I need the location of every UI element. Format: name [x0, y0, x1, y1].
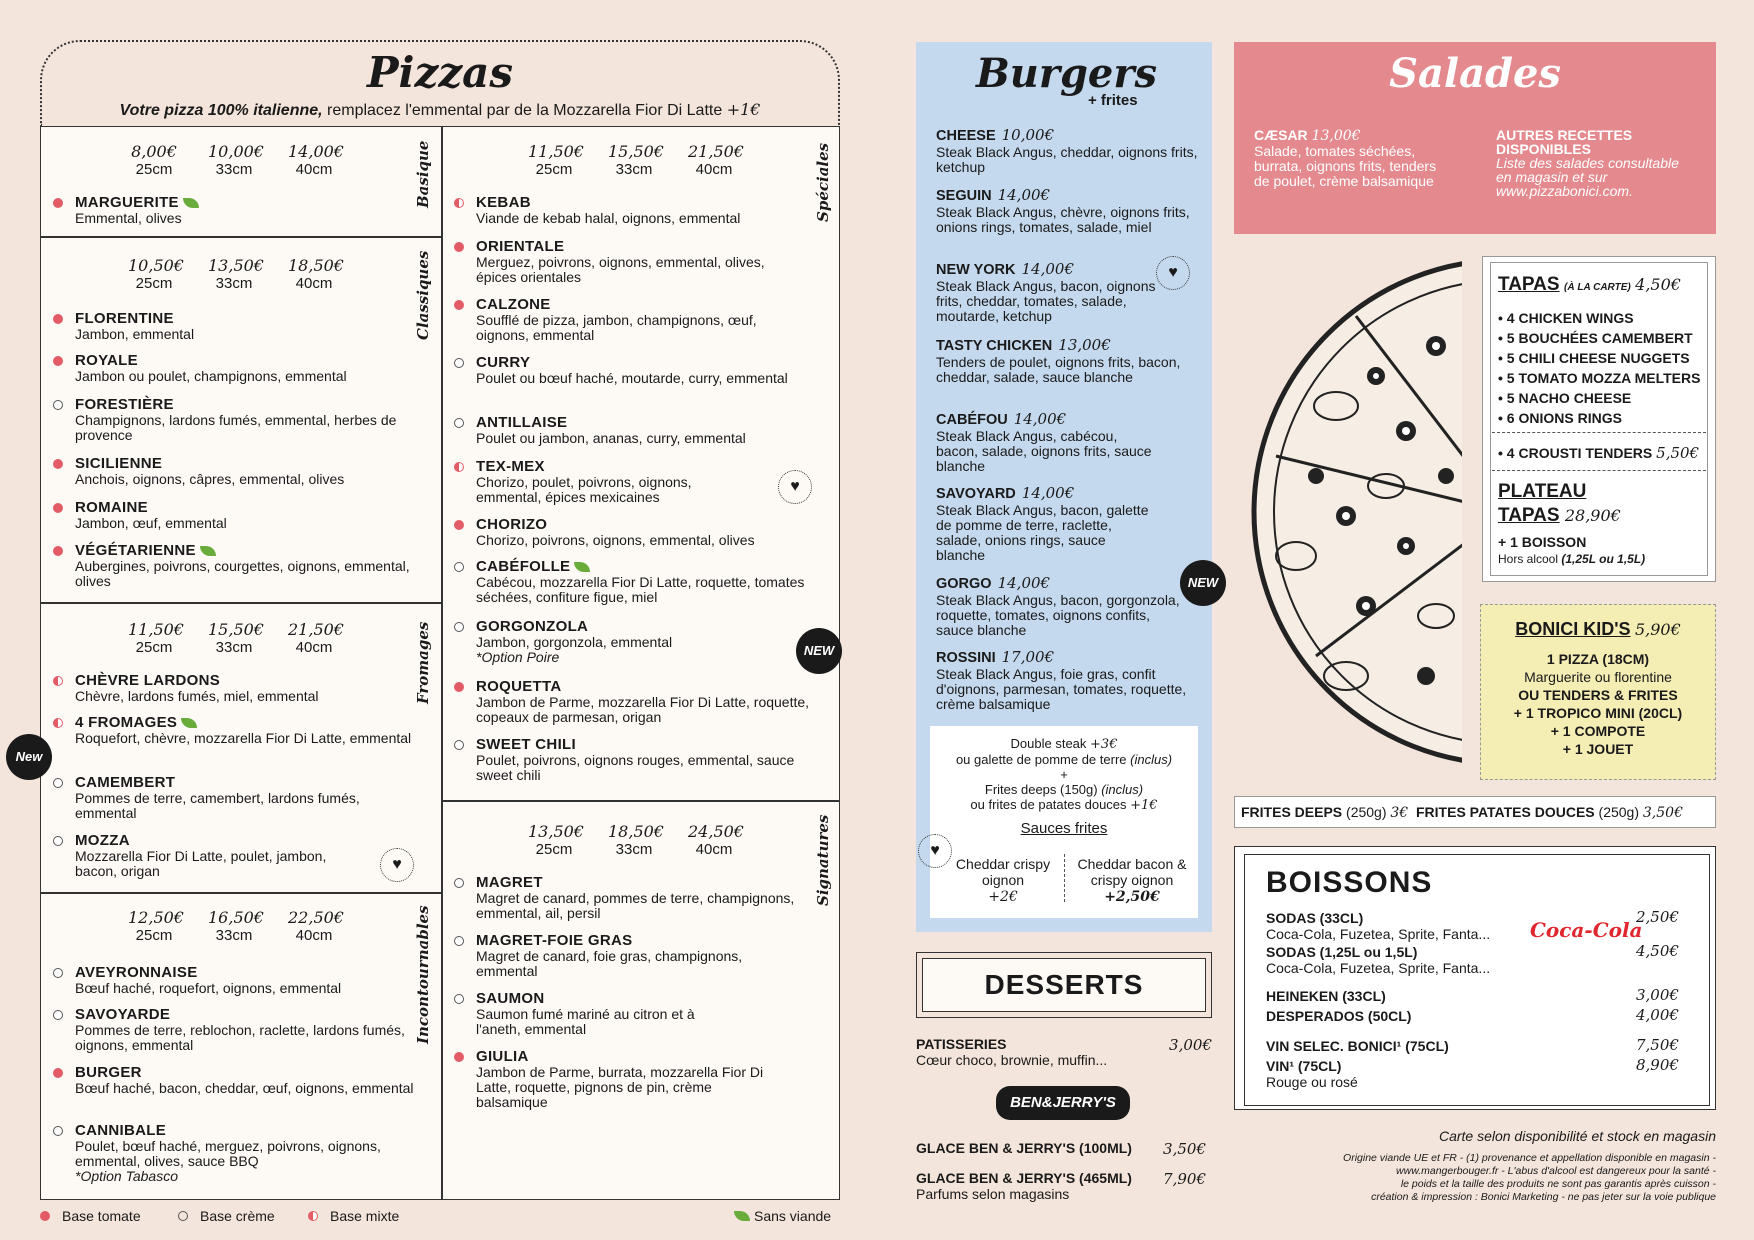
- dessert-item: GLACE BEN & JERRY'S (465ML) 7,90€ Parfums selon magasins: [916, 1170, 1206, 1202]
- pizza-item: SICILIENNE Anchois, oignons, câpres, emmental, olives: [75, 455, 415, 487]
- burger-item: CHEESE 10,00€ Steak Black Angus, cheddar, oignons frits, ketchup: [936, 126, 1198, 175]
- divider: [1492, 470, 1706, 471]
- section-divider: [441, 800, 840, 802]
- pizza-item: ROMAINE Jambon, œuf, emmental: [75, 499, 415, 531]
- burgers-subtitle: + frites: [1088, 92, 1138, 109]
- pizza-item: CANNIBALE Poulet, bœuf haché, merguez, poivrons, oignons, emmental, olives, sauce BBQ *Option Tabasco: [75, 1122, 415, 1184]
- tapas-boisson: + 1 BOISSON: [1498, 534, 1587, 550]
- sauce-option: Cheddar crispy oignon +2€: [955, 856, 1051, 905]
- tapas-item: • 4 CROUSTI TENDERS 5,50€: [1498, 444, 1700, 462]
- pizza-item: ANTILLAISE Poulet ou jambon, ananas, curry, emmental: [476, 414, 816, 446]
- price-row-incontournables: 12,50€ 25cm 16,50€ 33cm 22,50€ 40cm: [128, 908, 344, 944]
- tapas-item: • 5 CHILI CHEESE NUGGETS: [1498, 350, 1690, 366]
- dessert-item: GLACE BEN & JERRY'S (100ML) 3,50€: [916, 1140, 1206, 1158]
- leaf-icon: [181, 718, 197, 728]
- boisson-item: HEINEKEN (33CL): [1266, 988, 1386, 1004]
- salades-title: Salades: [1389, 50, 1561, 97]
- boisson-price: 7,50€: [1636, 1036, 1679, 1054]
- plateau-tapas: PLATEAU TAPAS 28,90€: [1498, 481, 1621, 526]
- leaf-icon: [183, 198, 199, 208]
- coca-cola-logo: Coca-Cola: [1530, 918, 1643, 942]
- pizza-item: ORIENTALE Merguez, poivrons, oignons, emmental, olives, épices orientales: [476, 238, 806, 285]
- boissons-title: BOISSONS: [1266, 866, 1433, 899]
- boisson-price: 4,00€: [1636, 1006, 1679, 1024]
- tapas-item: • 5 NACHO CHEESE: [1498, 390, 1632, 406]
- boisson-item: SODAS (1,25L ou 1,5L) Coca-Cola, Fuzetea, Sprite, Fanta...: [1266, 944, 1491, 976]
- price-row-basique: 8,00€ 25cm 10,00€ 33cm 14,00€ 40cm: [131, 142, 344, 178]
- pizza-header: [40, 40, 840, 126]
- pizza-item: MARGUERITE Emmental, olives: [75, 194, 415, 226]
- boisson-item: SODAS (33CL) Coca-Cola, Fuzetea, Sprite, Fanta...: [1266, 910, 1491, 942]
- burger-item: SEGUIN 14,00€ Steak Black Angus, chèvre, oignons frits, onions rings, tomates, salade, miel: [936, 186, 1190, 235]
- tapas-item: • 5 BOUCHÉES CAMEMBERT: [1498, 330, 1693, 346]
- burger-item: SAVOYARD 14,00€ Steak Black Angus, bacon, galette de pomme de terre, raclette, salade, onions rings, sauce blanche: [936, 484, 1149, 563]
- benjerrys-logo: BEN&JERRY'S: [996, 1086, 1130, 1120]
- salade-cesar: CÆSAR 13,00€ Salade, tomates séchées, burrata, oignons frits, tenders de poulet, crème balsamique: [1254, 127, 1437, 189]
- pizza-title: Pizzas: [366, 48, 514, 97]
- legend-creme: Base crème: [200, 1208, 275, 1224]
- price-row-fromages: 11,50€ 25cm 15,50€ 33cm 21,50€ 40cm: [128, 620, 344, 656]
- price-row-speciales: 11,50€ 25cm 15,50€ 33cm 21,50€ 40cm: [528, 142, 744, 178]
- tapas-item: • 5 TOMATO MOZZA MELTERS: [1498, 370, 1701, 386]
- burger-item: GORGO 14,00€ Steak Black Angus, bacon, gorgonzola, roquette, tomates, oignons confits, sauce blanche: [936, 574, 1180, 638]
- tapas-item: • 6 ONIONS RINGS: [1498, 410, 1622, 426]
- boisson-item: VIN SELEC. BONICI¹ (75CL): [1266, 1038, 1449, 1054]
- pizza-item: AVEYRONNAISE Bœuf haché, roquefort, oignons, emmental: [75, 964, 415, 996]
- pizza-subtitle-price: +1€: [726, 100, 761, 119]
- pizza-item: CALZONE Soufflé de pizza, jambon, champignons, œuf, oignons, emmental: [476, 296, 806, 343]
- section-divider: [40, 892, 441, 894]
- carte-note: Carte selon disponibilité et stock en magasin: [1438, 1128, 1716, 1144]
- price-row-signatures: 13,50€ 25cm 18,50€ 33cm 24,50€ 40cm: [528, 822, 744, 858]
- boisson-price: 3,00€: [1636, 986, 1679, 1004]
- section-label-signatures: Signatures: [814, 814, 832, 906]
- heart-icon: ♥: [918, 834, 952, 868]
- divider: [1064, 854, 1065, 902]
- leaf-icon: [200, 546, 216, 556]
- pizza-item: BURGER Bœuf haché, bacon, cheddar, œuf, oignons, emmental: [75, 1064, 415, 1096]
- salade-autres: AUTRES RECETTES DISPONIBLES Liste des salades consultable en magasin et sur www.pizzabonici.com.: [1496, 127, 1679, 199]
- new-badge: New: [6, 734, 52, 780]
- pizza-item: CURRY Poulet ou bœuf haché, moutarde, curry, emmental: [476, 354, 806, 386]
- burger-item: CABÉFOU 14,00€ Steak Black Angus, cabécou, bacon, salade, oignons frits, sauce blanche: [936, 410, 1152, 474]
- pizza-subtitle-bold: Votre pizza 100% italienne,: [119, 102, 323, 119]
- section-label-speciales: Spéciales: [814, 142, 832, 222]
- pizza-illustration: [1236, 256, 1462, 768]
- salades-panel: [1234, 42, 1716, 234]
- pizza-item: 4 FROMAGES Roquefort, chèvre, mozzarella Fior Di Latte, emmental: [75, 714, 415, 746]
- footer-legal: Origine viande UE et FR - (1) provenance et appellation disponible en magasin - www.mangerbouger.fr - L'abus d'alcool est dangereux pour la santé - le poids et la taille des produits ne sont pas garantis après cuisson - création & impression : Bonici Marketing - ne pas jeter sur la voie publique: [1343, 1152, 1716, 1203]
- tapas-item: • 4 CHICKEN WINGS: [1498, 310, 1634, 326]
- pizza-item: ROQUETTA Jambon de Parme, mozzarella Fior Di Latte, roquette, copeaux de parmesan, origan: [476, 678, 816, 725]
- pizza-item: KEBAB Viande de kebab halal, oignons, emmental: [476, 194, 806, 226]
- leaf-icon: [574, 562, 590, 572]
- legend-sans-viande: Sans viande: [754, 1208, 832, 1224]
- pizza-item: ROYALE Jambon ou poulet, champignons, emmental: [75, 352, 415, 384]
- section-label-fromages: Fromages: [414, 621, 432, 704]
- pizza-item: FORESTIÈRE Champignons, lardons fumés, emmental, herbes de provence: [75, 396, 415, 443]
- heart-icon: ♥: [778, 470, 812, 504]
- pizza-legend: [40, 1208, 840, 1230]
- mixte-dot-icon: [308, 1211, 318, 1221]
- section-divider: [40, 236, 441, 238]
- boisson-price: 4,50€: [1636, 942, 1679, 960]
- pizza-item: SAUMON Saumon fumé mariné au citron et à l'aneth, emmental: [476, 990, 736, 1037]
- pizza-item: GIULIA Jambon de Parme, burrata, mozzarella Fior Di Latte, roquette, pignons de pin, crème balsamique: [476, 1048, 776, 1110]
- heart-icon: ♥: [380, 848, 414, 882]
- section-label-incontournables: Incontournables: [414, 905, 432, 1044]
- pizza-item: GORGONZOLA Jambon, gorgonzola, emmental *Option Poire: [476, 618, 736, 665]
- frites-bar: FRITES DEEPS (250g) 3€ FRITES PATATES DOUCES (250g) 3,50€: [1234, 796, 1716, 828]
- boisson-item: VIN¹ (75CL) Rouge ou rosé: [1266, 1058, 1358, 1090]
- pizza-item: CABÉFOLLE Cabécou, mozzarella Fior Di Latte, roquette, tomates séchées, confiture figue, miel: [476, 558, 816, 605]
- creme-dot-icon: [178, 1211, 188, 1221]
- pizza-item: SAVOYARDE Pommes de terre, reblochon, raclette, lardons fumés, oignons, emmental: [75, 1006, 415, 1053]
- pizza-column-divider: [441, 126, 443, 1200]
- divider: [1492, 432, 1706, 433]
- sauce-option: Cheddar bacon & crispy oignon +2,50€: [1077, 856, 1187, 905]
- pizza-item: CHÈVRE LARDONS Chèvre, lardons fumés, miel, emmental: [75, 672, 415, 704]
- pizza-item: TEX-MEX Chorizo, poulet, poivrons, oignons, emmental, épices mexicaines: [476, 458, 756, 505]
- pizza-item: CHORIZO Chorizo, poivrons, oignons, emmental, olives: [476, 516, 816, 548]
- pizza-item: MOZZA Mozzarella Fior Di Latte, poulet, jambon, bacon, origan: [75, 832, 335, 879]
- pizza-item: VÉGÉTARIENNE Aubergines, poivrons, courgettes, oignons, emmental, olives: [75, 542, 415, 589]
- pizza-item: MAGRET Magret de canard, pommes de terre, champignons, emmental, ail, persil: [476, 874, 806, 921]
- price-row-classiques: 10,50€ 25cm 13,50€ 33cm 18,50€ 40cm: [128, 256, 344, 292]
- section-label-basique: Basique: [414, 140, 432, 208]
- leaf-icon: [734, 1211, 750, 1221]
- pizza-item: CAMEMBERT Pommes de terre, camembert, lardons fumés, emmental: [75, 774, 415, 821]
- legend-tomate: Base tomate: [62, 1208, 141, 1224]
- heart-icon: ♥: [1156, 256, 1190, 290]
- boisson-price: 2,50€: [1636, 908, 1679, 926]
- boisson-price: 8,90€: [1636, 1056, 1679, 1074]
- sauces-title: Sauces frites: [1020, 820, 1108, 837]
- kids-panel: BONICI KID'S 5,90€ 1 PIZZA (18CM) Marguerite ou florentine OU TENDERS & FRITES + 1 TROPICO MINI (20CL) + 1 COMPOTE + 1 JOUET: [1480, 604, 1716, 780]
- burger-extras: Double steak +3€ ou galette de pomme de terre (inclus) + Frites deeps (150g) (inclus) ou frites de patates douces +1€ Sauces frites Cheddar crispy oignon +2€ Cheddar bacon & crispy oignon +2,50€: [930, 726, 1198, 918]
- burger-item: NEW YORK 14,00€ Steak Black Angus, bacon, oignons frits, cheddar, tomates, salade, moutarde, ketchup: [936, 260, 1156, 324]
- tapas-hors: Hors alcool (1,25L ou 1,5L): [1498, 552, 1646, 566]
- legend-mixte: Base mixte: [330, 1208, 400, 1224]
- boisson-item: DESPERADOS (50CL): [1266, 1008, 1412, 1024]
- pizza-subtitle: [42, 100, 838, 120]
- kids-title: BONICI KID'S 5,90€: [1515, 619, 1681, 639]
- tapas-title: TAPAS (À LA CARTE) 4,50€: [1498, 274, 1681, 295]
- burgers-title: Burgers: [976, 50, 1157, 97]
- section-divider: [40, 602, 441, 604]
- tomate-dot-icon: [40, 1211, 50, 1221]
- new-badge: NEW: [1180, 560, 1226, 606]
- burger-item: TASTY CHICKEN 13,00€ Tenders de poulet, oignons frits, bacon, cheddar, salade, sauce blanche: [936, 336, 1181, 385]
- desserts-title: DESSERTS: [922, 958, 1206, 1012]
- pizza-item: MAGRET-FOIE GRAS Magret de canard, foie gras, champignons, emmental: [476, 932, 806, 979]
- section-label-classiques: Classiques: [414, 250, 432, 340]
- new-badge: NEW: [796, 628, 842, 674]
- pizza-subtitle-text: remplacez l'emmental par de la Mozzarella Fior Di Latte: [322, 102, 727, 119]
- pizza-item: SWEET CHILI Poulet, poivrons, oignons rouges, emmental, sauce sweet chili: [476, 736, 816, 783]
- dessert-item: PATISSERIES 3,00€ Cœur choco, brownie, muffin...: [916, 1036, 1212, 1068]
- pizza-item: FLORENTINE Jambon, emmental: [75, 310, 415, 342]
- burger-item: ROSSINI 17,00€ Steak Black Angus, foie gras, confit d'oignons, parmesan, tomates, roquette, crème balsamique: [936, 648, 1187, 712]
